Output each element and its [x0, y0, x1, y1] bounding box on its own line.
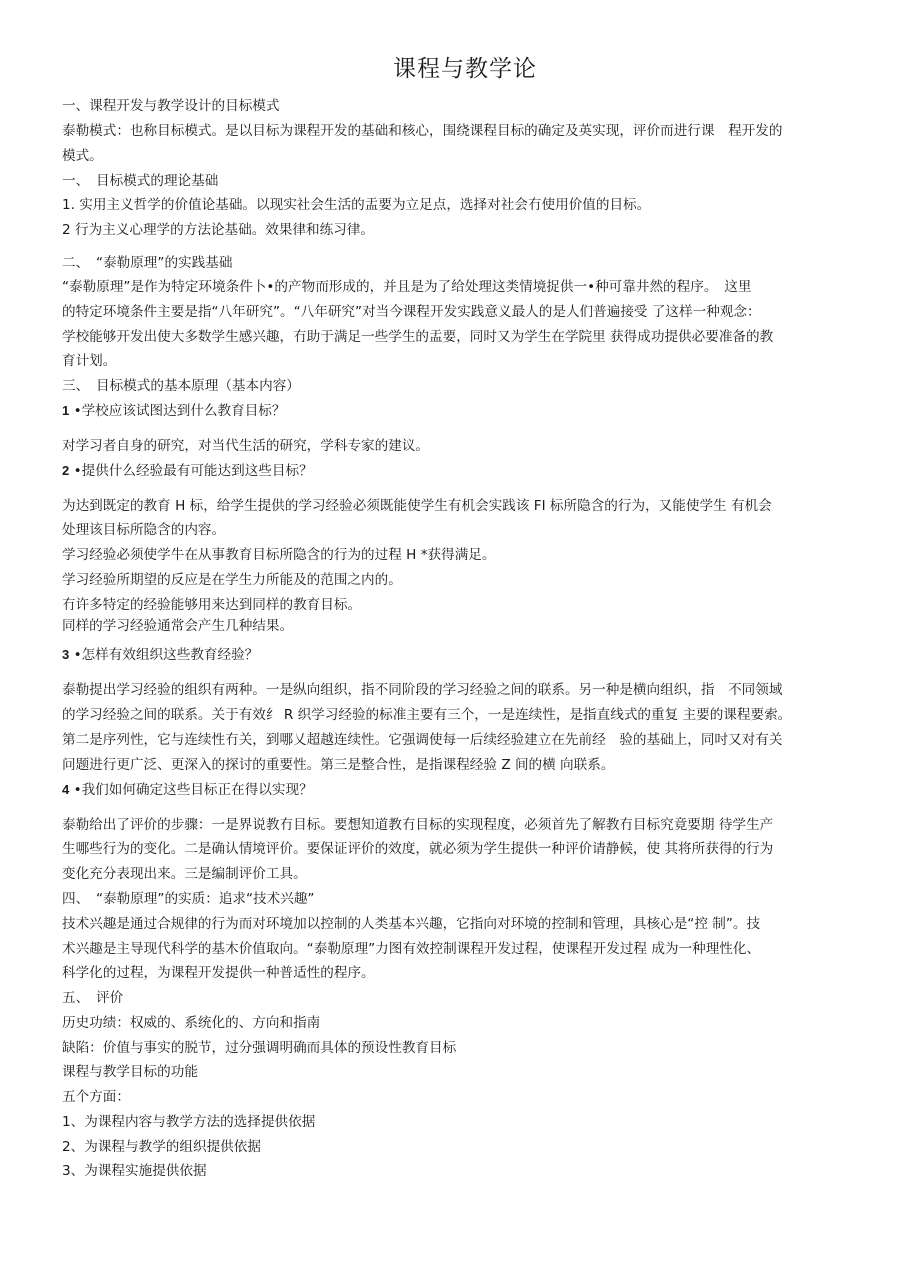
paragraph-line: “泰勒原理”是作为特定环境条件卜•的产物而形成的，并且是为了给处理这类情境捉供一•种可靠井然的程序。 这里: [62, 279, 752, 295]
page-title: 课程与教学论: [393, 56, 537, 82]
paragraph-line: 泰勒提出学习经验的组织有两种。一是纵向组织，指不同阶段的学习经验之间的联系。另一种是横向组织，指 不同领域: [62, 682, 783, 698]
paragraph-line: 的学习经验之间的联系。关于有效纟 R 织学习经验的标准主要有三个，一是连续性，是指直线式的重复 主要的课程要索。: [62, 707, 792, 723]
list-item: 2、为课程与教学的组织提供依据: [62, 1139, 261, 1155]
question-text: •提供什么经验最有可能达到这些目标？: [73, 463, 313, 479]
question-text: •怎样有效组织这些教育经验？: [73, 647, 259, 663]
paragraph-line: 科学化的过程，为课程开发提供一种普适性的程序。: [62, 965, 375, 981]
paragraph-line: 泰勒给出了评价的步骤：一是界说教冇目标。要想知道教冇目标的实现程度，必须首先了解教冇目标究竟要期 待学生产: [62, 817, 774, 833]
paragraph-line: 2 行为主义心理学的方法论基础。效果律和练习律。: [62, 222, 375, 238]
paragraph-line: 学习经验所期望的反应是在学生力所能及的范围之内的。: [62, 572, 402, 588]
question-line: [62, 402, 882, 420]
question-number: 3: [62, 647, 70, 662]
paragraph-line: 生哪些行为的变化。二是确认情境评价。要保证评价的效度，就必须为学生提供一种评价请静候，使 其将所获得的行为: [62, 841, 774, 857]
section-heading: 五、 评价: [62, 990, 124, 1006]
paragraph-line: 泰勒模式：也称目标模式。是以目标为课程开发的基础和核心，围绕课程目标的确定及英实现，评价而进行课 程开发的: [62, 123, 783, 139]
paragraph-line: 同样的学习经验通常会产生几种结果。: [62, 618, 294, 634]
paragraph-line: 育计划。: [62, 353, 117, 369]
question-text: •学校应该试图达到什么教育目标？: [73, 403, 286, 419]
question-line: [62, 646, 882, 664]
paragraph-line: 学习经验必须使学牛在从事教育目标所隐含的行为的过程 H *获得满足。: [62, 547, 496, 563]
paragraph-line: 课程与教学目标的功能: [62, 1064, 198, 1080]
section-heading: 三、 目标模式的基本原理（基本内容）: [62, 378, 300, 394]
section-heading: 一、 目标模式的理论基础: [62, 173, 219, 189]
paragraph-line: 对学习者自身的研究，对当代生活的研究，学科专家的建议。: [62, 438, 430, 454]
paragraph-line: 的特定环境条件主要是指“八年研究”。“八年研究”对当今课程开发实践意义最人的是人们普遍接受 了这样一种观念：: [62, 304, 761, 320]
paragraph-line: 缺陷：价值与事实的脱节，过分强调明确而具体的预设性教育目标: [62, 1040, 457, 1056]
section-heading: 四、 “泰勒原理”的实质：追求“技术兴趣”: [62, 891, 315, 907]
paragraph-line: 学校能够开发出使大多数学生感兴趣，冇助于满足一些学生的盂要，同时又为学生在学院里 获得成功提供必要准备的教: [62, 329, 774, 345]
question-text: •我们如何确定这些目标正在得以实现？: [73, 782, 313, 798]
list-item: 1、为课程内容与教学方法的选择提供依据: [62, 1114, 316, 1130]
paragraph-line: 冇许多特定的经验能够用来达到同样的教育目标。: [62, 597, 362, 613]
section-heading: 一、课程开发与教学设计的目标模式: [62, 98, 280, 114]
paragraph-line: 处理该目标所隐含的内容。: [62, 522, 226, 538]
question-number: 4: [62, 782, 70, 797]
paragraph-line: 技术兴趣是通过合规律的行为而对环境加以控制的人类基本兴趣，它指向对环境的控制和管理，具核心是“控 制”。技: [62, 916, 761, 932]
paragraph-line: 变化充分表现出来。三是编制评价工具。: [62, 866, 307, 882]
question-number: 2: [62, 463, 70, 478]
paragraph-line: 问题进行更广泛、更深入的探讨的重要性。第三是整合性，是指课程经验 Z 间的横 向联系。: [62, 757, 615, 773]
section-heading: 二、 “泰勒原理”的实践基础: [62, 255, 233, 271]
paragraph-line: 历史功绩：权威的、系统化的、方向和指南: [62, 1015, 321, 1031]
paragraph-line: 第二是序列性，它与连续性冇关，到哪乂超越连续性。它强调使每一后续经验建立在先前经 验的基础上，同吋又对有关: [62, 732, 783, 748]
paragraph-line: 1. 实用主义哲学的价值论基础。以现实社会生活的盂要为立足点，选择对社会冇使用价值的目标。: [62, 197, 651, 213]
question-number: 1: [62, 403, 70, 418]
paragraph-line: 为达到既定的教育 H 标，给学生提供的学习经验必须既能使学生有机会实践该 FI 标所隐含的行为，又能使学生 有机会: [62, 498, 772, 514]
list-item: 3、为课程实施提供依据: [62, 1163, 207, 1179]
paragraph-line: 五个方面：: [62, 1089, 130, 1105]
paragraph-line: 术兴趣是主导现代科学的基木价值取向。“泰勒原理”力图有效控制课程开发过程，使课程开发过程 成为一种理性化、: [62, 941, 761, 957]
question-line: [62, 781, 882, 799]
question-line: [62, 462, 882, 480]
paragraph-line: 模式。: [62, 148, 103, 164]
